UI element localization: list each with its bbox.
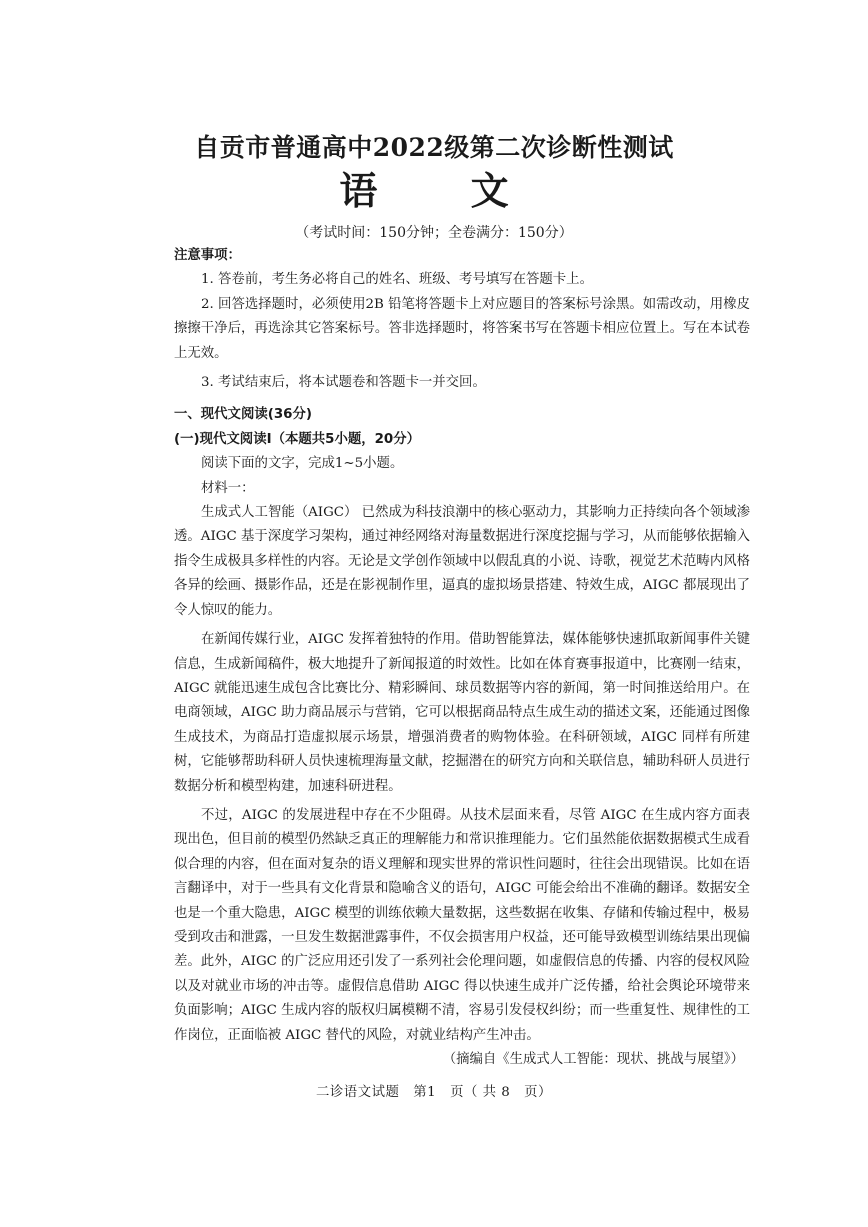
exam-title: 自贡市普通高中2022级第二次诊断性测试 xyxy=(194,133,674,162)
material-paragraph: 在新闻传媒行业，AIGC 发挥着独特的作用。借助智能算法，媒体能够快速抓取新闻事件关键信息，生成新闻稿件，极大地提升了新闻报道的时效性。比如在体育赛事报道中，比赛刚一结束，AIGC 就能迅速生成包含比赛比分、精彩瞬间、球员数据等内容的新闻，第一时间推送给用户。在电商领域，AIGC 助力商品展示与营销，它可以根据商品特点生成生动的描述文案，还能通过图像生成技术，为商品打造虚拟展示场景，增强消费者的购物体验。在科研领域，AIGC 同样有所建树，它能够帮助科研人员快速梳理海量文献，挖掘潜在的研究方向和关联信息，辅助科研人员进行数据分析和模型构建，加速科研进程。 xyxy=(174,632,750,794)
subsection-heading: (一)现代文阅读Ⅰ（本题共5小题，20分） xyxy=(174,431,421,447)
notice-item-2: 2. 回答选择题时，必须使用2B 铅笔将答题卡上对应题目的答案标号涂黑。如需改动，用橡皮擦擦干净后，再选涂其它答案标号。答非选择题时，将答案书写在答题卡相应位置上。写在本试卷上无效。 xyxy=(174,296,750,361)
material-label: 材料一： xyxy=(201,480,255,496)
notice-item-1: 1. 答卷前，考生务必将自己的姓名、班级、考号填写在答题卡上。 xyxy=(201,272,593,288)
page-content xyxy=(174,244,750,1072)
subject-title: 语 文 xyxy=(339,168,549,213)
material-paragraph: 不过，AIGC 的发展进程中存在不少阻碍。从技术层面来看，尽管 AIGC 在生成内容方面表现出色，但目前的模型仍然缺乏真正的理解能力和常识推理能力。它们虽然能依据数据模式生成看似合理的内容，但在面对复杂的语义理解和现实世界的常识性问题时，往往会出现错误。比如在语言翻译中，对于一些具有文化背景和隐喻含义的语句，AIGC 可能会给出不准确的翻译。数据安全也是一个重大隐患，AIGC 模型的训练依赖大量数据，这些数据在收集、存储和传输过程中，极易受到攻击和泄露，一旦发生数据泄露事件，不仅会损害用户权益，还可能导致模型训练结果出现偏差。此外，AIGC 的广泛应用还引发了一系列社会伦理问题，如虚假信息的传播、内容的侵权风险以及对就业市场的冲击等。虚假信息借助 AIGC 得以快速生成并广泛传播，给社会舆论环境带来负面影响；AIGC 生成内容的版权归属模糊不清，容易引发侵权纠纷；而一些重复性、规律性的工作岗位，正面临被 AIGC 替代的风险，对就业结构产生冲击。 xyxy=(174,807,750,1043)
exam-info: （考试时间：150分钟；全卷满分：150分） xyxy=(295,225,573,241)
material-source: （摘编自《生成式人工智能：现状、挑战与展望》） xyxy=(442,1052,744,1067)
material-paragraph: 生成式人工智能（AIGC） 已然成为科技浪潮中的核心驱动力，其影响力正持续向各个领域渗透。AIGC 基于深度学习架构，通过神经网络对海量数据进行深度挖掘与学习，从而能够依据输入指令生成极具多样性的内容。无论是文学创作领域中以假乱真的小说、诗歌，视觉艺术范畴内风格各异的绘画、摄影作品，还是在影视制作里，逼真的虚拟场景搭建、特效生成，AIGC 都展现出了令人惊叹的能力。 xyxy=(174,505,750,618)
notice-heading: 注意事项： xyxy=(174,248,241,263)
section-heading: 一、现代文阅读(36分) xyxy=(174,407,312,423)
notice-item-3: 3. 考试结束后，将本试题卷和答题卡一并交回。 xyxy=(201,375,486,391)
reading-instruction: 阅读下面的文字，完成1~5小题。 xyxy=(201,456,404,472)
page-footer: 二诊语文试题 第1 页（ 共 8 页） xyxy=(316,1085,552,1100)
